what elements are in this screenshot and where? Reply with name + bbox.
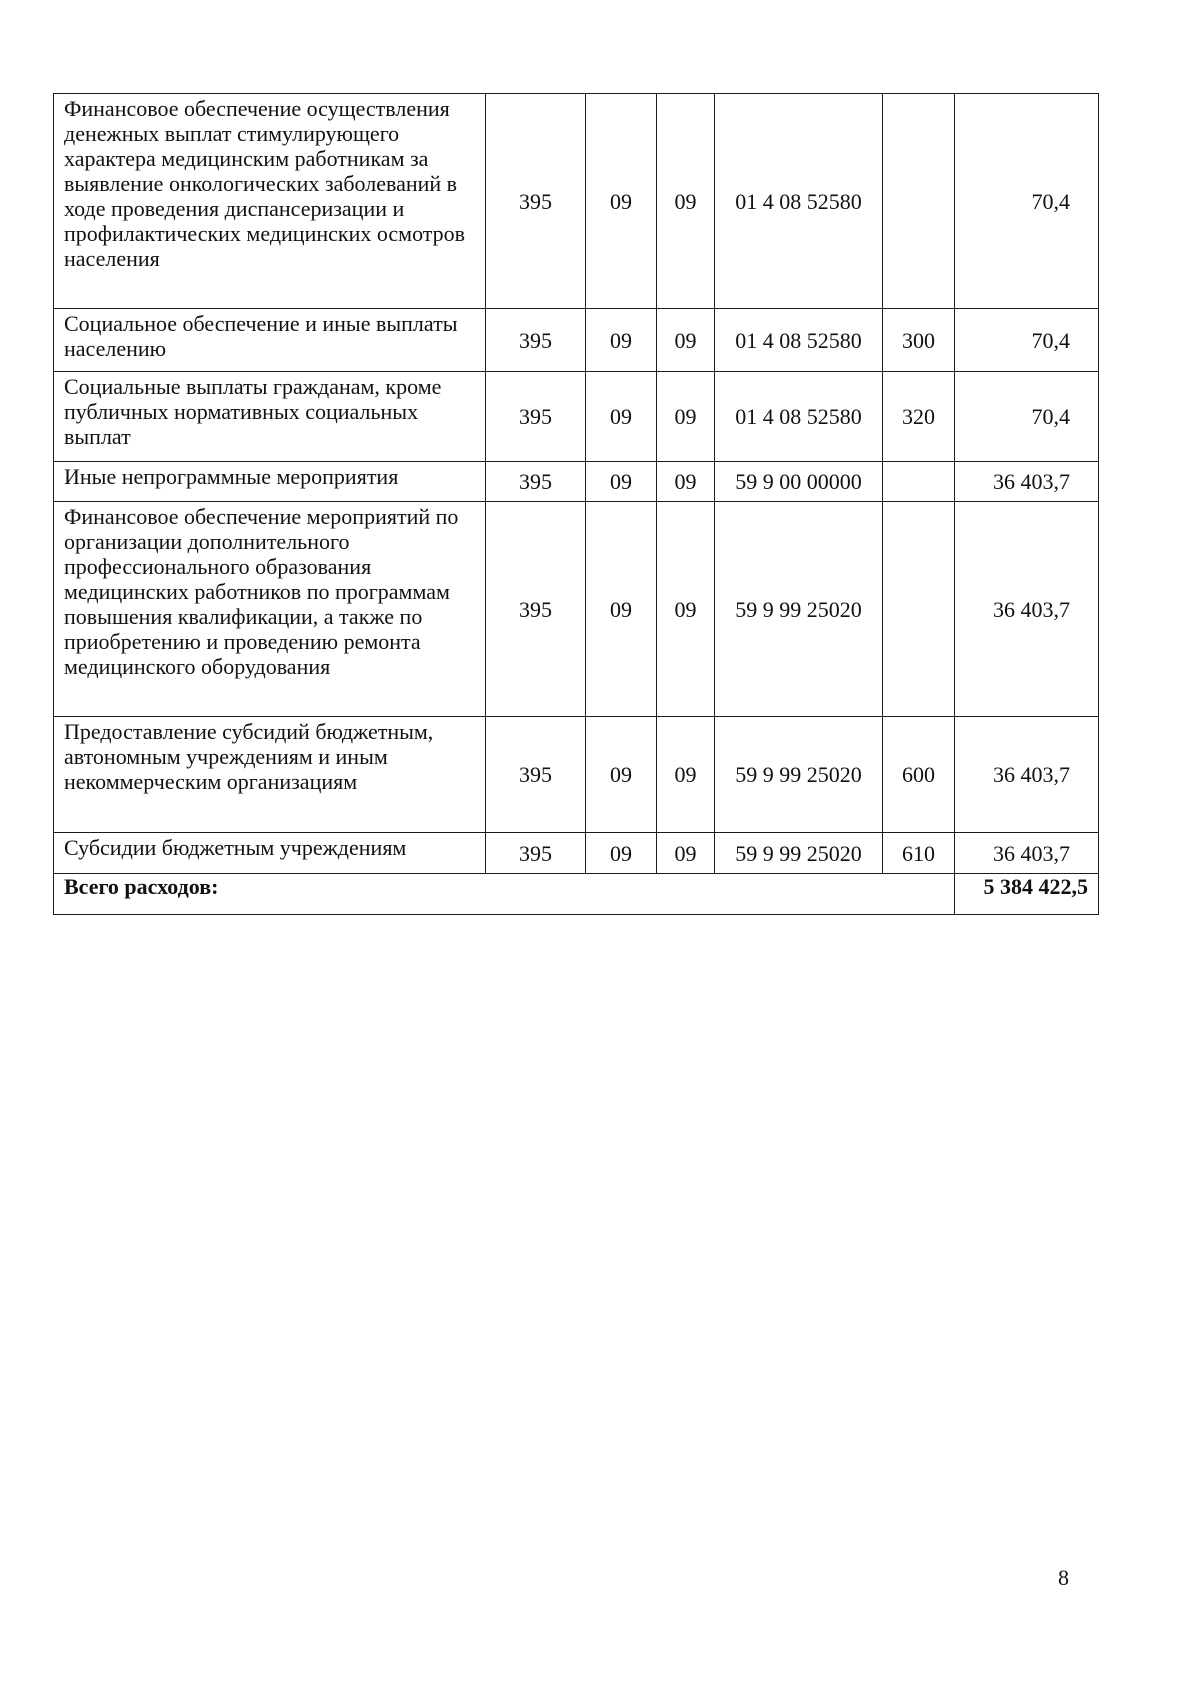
table-row [54, 717, 1099, 833]
section-code: 09 [586, 94, 657, 309]
target-article-code: 59 9 99 25020 [715, 502, 883, 717]
table-row [54, 462, 1099, 502]
section-code: 09 [586, 309, 657, 372]
expenditure-table [53, 93, 1099, 915]
ministry-code: 395 [486, 717, 586, 833]
section-code: 09 [586, 372, 657, 462]
expense-type-code [883, 462, 955, 502]
row-name: Социальное обеспечение и иные выплаты населению [54, 309, 486, 372]
ministry-code: 395 [486, 833, 586, 874]
ministry-code: 395 [486, 502, 586, 717]
subsection-code: 09 [657, 833, 715, 874]
row-name: Субсидии бюджетным учреждениям [54, 833, 486, 874]
amount: 70,4 [955, 94, 1099, 309]
subsection-code: 09 [657, 372, 715, 462]
subsection-code: 09 [657, 94, 715, 309]
total-row [54, 874, 1099, 915]
target-article-code: 59 9 99 25020 [715, 717, 883, 833]
row-name: Предоставление субсидий бюджетным, автономным учреждениям и иным некоммерческим организациям [54, 717, 486, 833]
table-row [54, 309, 1099, 372]
amount: 36 403,7 [955, 833, 1099, 874]
subsection-code: 09 [657, 717, 715, 833]
amount: 70,4 [955, 309, 1099, 372]
expense-type-code: 600 [883, 717, 955, 833]
row-name: Финансовое обеспечение осуществления денежных выплат стимулирующего характера медицинским работникам за выявление онкологических заболеваний в ходе проведения диспансеризации и профилактических медицинских осмотров населения [54, 94, 486, 309]
amount: 36 403,7 [955, 717, 1099, 833]
section-code: 09 [586, 462, 657, 502]
table-row [54, 833, 1099, 874]
expense-type-code: 300 [883, 309, 955, 372]
ministry-code: 395 [486, 372, 586, 462]
table-row [54, 502, 1099, 717]
total-value: 5 384 422,5 [955, 874, 1099, 915]
target-article-code: 59 9 00 00000 [715, 462, 883, 502]
expense-type-code [883, 94, 955, 309]
subsection-code: 09 [657, 462, 715, 502]
target-article-code: 59 9 99 25020 [715, 833, 883, 874]
table-row [54, 372, 1099, 462]
subsection-code: 09 [657, 309, 715, 372]
expense-type-code: 320 [883, 372, 955, 462]
target-article-code: 01 4 08 52580 [715, 372, 883, 462]
row-name: Социальные выплаты гражданам, кроме публичных нормативных социальных выплат [54, 372, 486, 462]
target-article-code: 01 4 08 52580 [715, 309, 883, 372]
row-name: Иные непрограммные мероприятия [54, 462, 486, 502]
page-number: 8 [1058, 1565, 1069, 1590]
amount: 36 403,7 [955, 502, 1099, 717]
table-row [54, 94, 1099, 309]
expense-type-code [883, 502, 955, 717]
target-article-code: 01 4 08 52580 [715, 94, 883, 309]
section-code: 09 [586, 717, 657, 833]
total-label: Всего расходов: [54, 874, 955, 915]
amount: 70,4 [955, 372, 1099, 462]
amount: 36 403,7 [955, 462, 1099, 502]
ministry-code: 395 [486, 462, 586, 502]
section-code: 09 [586, 833, 657, 874]
ministry-code: 395 [486, 94, 586, 309]
section-code: 09 [586, 502, 657, 717]
expense-type-code: 610 [883, 833, 955, 874]
row-name: Финансовое обеспечение мероприятий по организации дополнительного профессионального образования медицинских работников по программам повышения квалификации, а также по приобретению и проведению ремонта медицинского оборудования [54, 502, 486, 717]
subsection-code: 09 [657, 502, 715, 717]
ministry-code: 395 [486, 309, 586, 372]
